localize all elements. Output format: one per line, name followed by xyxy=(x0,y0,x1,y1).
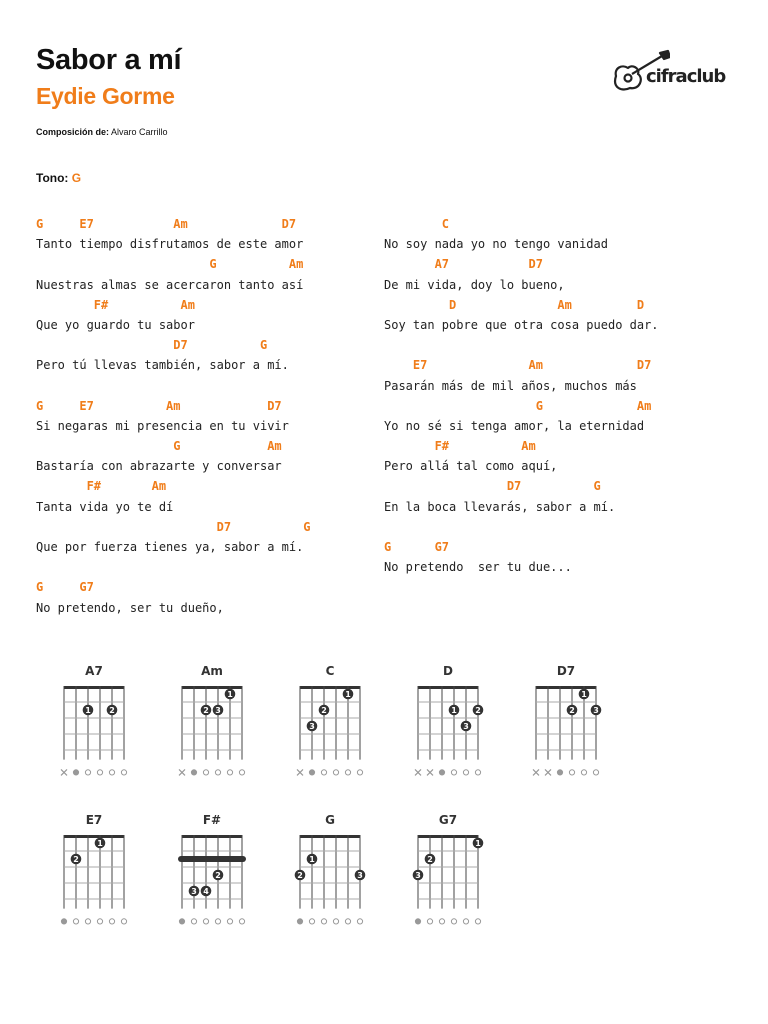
fretboard xyxy=(412,678,484,788)
open-string-mark xyxy=(215,770,220,775)
barre xyxy=(178,856,246,862)
chord-line[interactable]: G Am xyxy=(36,439,282,454)
fretboard xyxy=(412,827,484,937)
chord-name: D xyxy=(443,664,453,678)
chord-line[interactable]: F# Am xyxy=(384,439,536,454)
open-string-mark xyxy=(439,770,444,775)
open-string-mark xyxy=(97,919,102,924)
finger-number: 1 xyxy=(345,690,351,700)
chord-line[interactable]: D7 G xyxy=(384,479,601,494)
muted-string-mark xyxy=(545,769,551,775)
key-value[interactable]: G xyxy=(71,171,82,185)
chord-name: E7 xyxy=(85,813,103,827)
nut xyxy=(300,686,360,689)
lyric-line: Pero allá tal como aquí, xyxy=(384,459,558,474)
open-string-mark xyxy=(357,770,362,775)
chord-name: D7 xyxy=(556,664,576,678)
lyric-line: De mi vida, doy lo bueno, xyxy=(384,277,565,292)
chord-name: C xyxy=(325,664,335,678)
blank-line xyxy=(36,376,311,396)
open-string-mark xyxy=(73,770,78,775)
finger-number: 2 xyxy=(203,706,209,716)
open-string-mark xyxy=(333,770,338,775)
lyric-line: No pretendo, ser tu dueño, xyxy=(36,600,224,615)
song-title: Sabor a mí xyxy=(36,44,182,76)
chord-diagram-e7[interactable] xyxy=(58,813,130,938)
open-string-mark xyxy=(73,919,78,924)
chord-line[interactable]: E7 Am D7 xyxy=(384,358,652,373)
composition-line xyxy=(36,127,168,137)
key-line xyxy=(36,171,81,185)
chord-diagram-d[interactable] xyxy=(412,664,484,789)
lyric-line: Pero tú llevas también, sabor a mí. xyxy=(36,358,289,373)
open-string-mark xyxy=(297,919,302,924)
finger-number: 2 xyxy=(427,855,433,865)
open-string-mark xyxy=(191,919,196,924)
muted-string-mark xyxy=(179,769,185,775)
lyric-line: Yo no sé si tenga amor, la eternidad xyxy=(384,418,645,433)
chord-diagram-a7[interactable] xyxy=(58,664,130,789)
finger-number: 3 xyxy=(357,871,363,881)
open-string-mark xyxy=(557,770,562,775)
muted-string-mark xyxy=(415,769,421,775)
nut xyxy=(300,835,360,838)
open-string-mark xyxy=(463,919,468,924)
nut xyxy=(64,686,124,689)
nut xyxy=(64,835,124,838)
key-label: Tono: xyxy=(36,171,69,185)
nut xyxy=(418,686,478,689)
open-string-mark xyxy=(191,770,196,775)
muted-string-mark xyxy=(61,769,67,775)
open-string-mark xyxy=(581,770,586,775)
fretboard xyxy=(294,827,366,937)
open-string-mark xyxy=(415,919,420,924)
finger-number: 2 xyxy=(109,706,115,716)
chord-name: A7 xyxy=(85,664,103,678)
chord-line[interactable]: G E7 Am D7 xyxy=(36,217,297,231)
composer-name[interactable]: Alvaro Carrillo xyxy=(111,127,168,137)
finger-number: 3 xyxy=(215,706,221,716)
logo-text: cifraclub xyxy=(646,66,726,87)
open-string-mark xyxy=(321,919,326,924)
lyric-line: Soy tan pobre que otra cosa puedo dar. xyxy=(384,317,659,332)
lyric-line: Tanto tiempo disfrutamos de este amor xyxy=(36,237,304,252)
chord-diagram-fsharp[interactable] xyxy=(176,813,248,938)
lyric-line: Pasarán más de mil años, muchos más xyxy=(384,378,637,393)
chord-diagram-c[interactable] xyxy=(294,664,366,789)
finger-number: 1 xyxy=(581,690,587,700)
open-string-mark xyxy=(345,770,350,775)
chord-line[interactable]: C xyxy=(384,217,450,231)
lyric-line: Tanta vida yo te dí xyxy=(36,499,174,514)
open-string-mark xyxy=(121,770,126,775)
open-string-mark xyxy=(309,919,314,924)
finger-number: 2 xyxy=(73,855,79,865)
chord-name: G xyxy=(325,813,335,827)
finger-number: 2 xyxy=(215,871,221,881)
chord-line[interactable]: D7 G xyxy=(36,519,311,534)
open-string-mark xyxy=(357,919,362,924)
finger-number: 3 xyxy=(593,706,599,716)
muted-string-mark xyxy=(427,769,433,775)
lyric-line: En la boca llevarás, sabor a mí. xyxy=(384,499,616,514)
open-string-mark xyxy=(85,770,90,775)
chord-line[interactable]: F# Am xyxy=(36,297,195,312)
finger-number: 3 xyxy=(309,722,315,732)
open-string-mark xyxy=(439,919,444,924)
chord-diagram-d7[interactable] xyxy=(530,664,602,789)
finger-number: 1 xyxy=(451,706,457,716)
chord-name: F# xyxy=(202,813,222,827)
nut xyxy=(418,835,478,838)
fretboard xyxy=(58,827,130,937)
lyric-line: Que por fuerza tienes ya, sabor a mí. xyxy=(36,540,304,554)
open-string-mark xyxy=(309,770,314,775)
finger-number: 1 xyxy=(227,690,233,700)
lyric-line: Nuestras almas se acercaron tanto así xyxy=(36,277,304,292)
open-string-mark xyxy=(239,770,244,775)
lyric-line: No soy nada yo no tengo vanidad xyxy=(384,237,608,252)
finger-number: 2 xyxy=(321,706,327,716)
chord-line[interactable]: G G7 xyxy=(384,540,450,554)
open-string-mark xyxy=(121,919,126,924)
blank-line xyxy=(384,335,659,355)
fretboard xyxy=(530,678,602,788)
composition-label: Composición de: xyxy=(36,127,110,137)
open-string-mark xyxy=(109,919,114,924)
finger-number: 2 xyxy=(475,706,481,716)
open-string-mark xyxy=(345,919,350,924)
finger-number: 1 xyxy=(309,855,315,865)
fretboard xyxy=(58,678,130,788)
fretboard xyxy=(176,678,248,788)
open-string-mark xyxy=(227,770,232,775)
muted-string-mark xyxy=(533,769,539,775)
finger-number: 2 xyxy=(297,871,303,881)
chord-diagram-am[interactable] xyxy=(176,664,248,789)
lyric-line: Que yo guardo tu sabor xyxy=(36,317,195,332)
finger-number: 3 xyxy=(191,887,197,897)
open-string-mark xyxy=(179,919,184,924)
open-string-mark xyxy=(569,770,574,775)
fretboard xyxy=(294,678,366,788)
open-string-mark xyxy=(463,770,468,775)
open-string-mark xyxy=(109,770,114,775)
finger-number: 1 xyxy=(475,839,481,849)
finger-number: 4 xyxy=(203,887,209,897)
open-string-mark xyxy=(97,770,102,775)
open-string-mark xyxy=(451,919,456,924)
nut xyxy=(536,686,596,689)
open-string-mark xyxy=(215,919,220,924)
finger-number: 2 xyxy=(569,706,575,716)
chord-line[interactable]: D7 G xyxy=(36,338,268,353)
chord-line[interactable]: A7 D7 xyxy=(384,257,543,272)
open-string-mark xyxy=(203,919,208,924)
cifraclub-logo[interactable] xyxy=(610,48,725,100)
open-string-mark xyxy=(451,770,456,775)
blank-line xyxy=(36,557,311,577)
nut xyxy=(182,835,242,838)
chord-diagram-g7[interactable] xyxy=(412,813,484,938)
open-string-mark xyxy=(227,919,232,924)
lyric-line: Bastaría con abrazarte y conversar xyxy=(36,459,282,474)
artist-name[interactable]: Eydie Gorme xyxy=(36,83,175,109)
open-string-mark xyxy=(239,919,244,924)
lyric-line: Si negaras mi presencia en tu vivir xyxy=(36,418,289,433)
open-string-mark xyxy=(475,919,480,924)
finger-number: 3 xyxy=(415,871,421,881)
chord-name: G7 xyxy=(438,813,458,827)
open-string-mark xyxy=(85,919,90,924)
fretboard xyxy=(176,827,248,937)
chord-name: Am xyxy=(201,664,223,678)
chord-line[interactable]: G E7 Am D7 xyxy=(36,398,282,413)
chord-line[interactable]: G G7 xyxy=(36,580,94,595)
muted-string-mark xyxy=(297,769,303,775)
open-string-mark xyxy=(61,919,66,924)
chord-diagram-g[interactable] xyxy=(294,813,366,938)
lyrics-column-right xyxy=(384,214,659,577)
lyrics-column-left xyxy=(36,214,311,618)
open-string-mark xyxy=(475,770,480,775)
finger-number: 3 xyxy=(463,722,469,732)
open-string-mark xyxy=(203,770,208,775)
finger-number: 1 xyxy=(97,839,103,849)
finger-number: 1 xyxy=(85,706,91,716)
open-string-mark xyxy=(321,770,326,775)
nut xyxy=(182,686,242,689)
open-string-mark xyxy=(593,770,598,775)
chord-line[interactable]: F# Am xyxy=(36,479,167,494)
lyric-line: No pretendo ser tu due... xyxy=(384,560,572,575)
open-string-mark xyxy=(427,919,432,924)
blank-line xyxy=(384,517,659,537)
open-string-mark xyxy=(333,919,338,924)
chord-line[interactable]: G Am xyxy=(36,257,304,272)
chord-line[interactable]: D Am D xyxy=(384,297,645,312)
chord-line[interactable]: G Am xyxy=(384,398,652,413)
